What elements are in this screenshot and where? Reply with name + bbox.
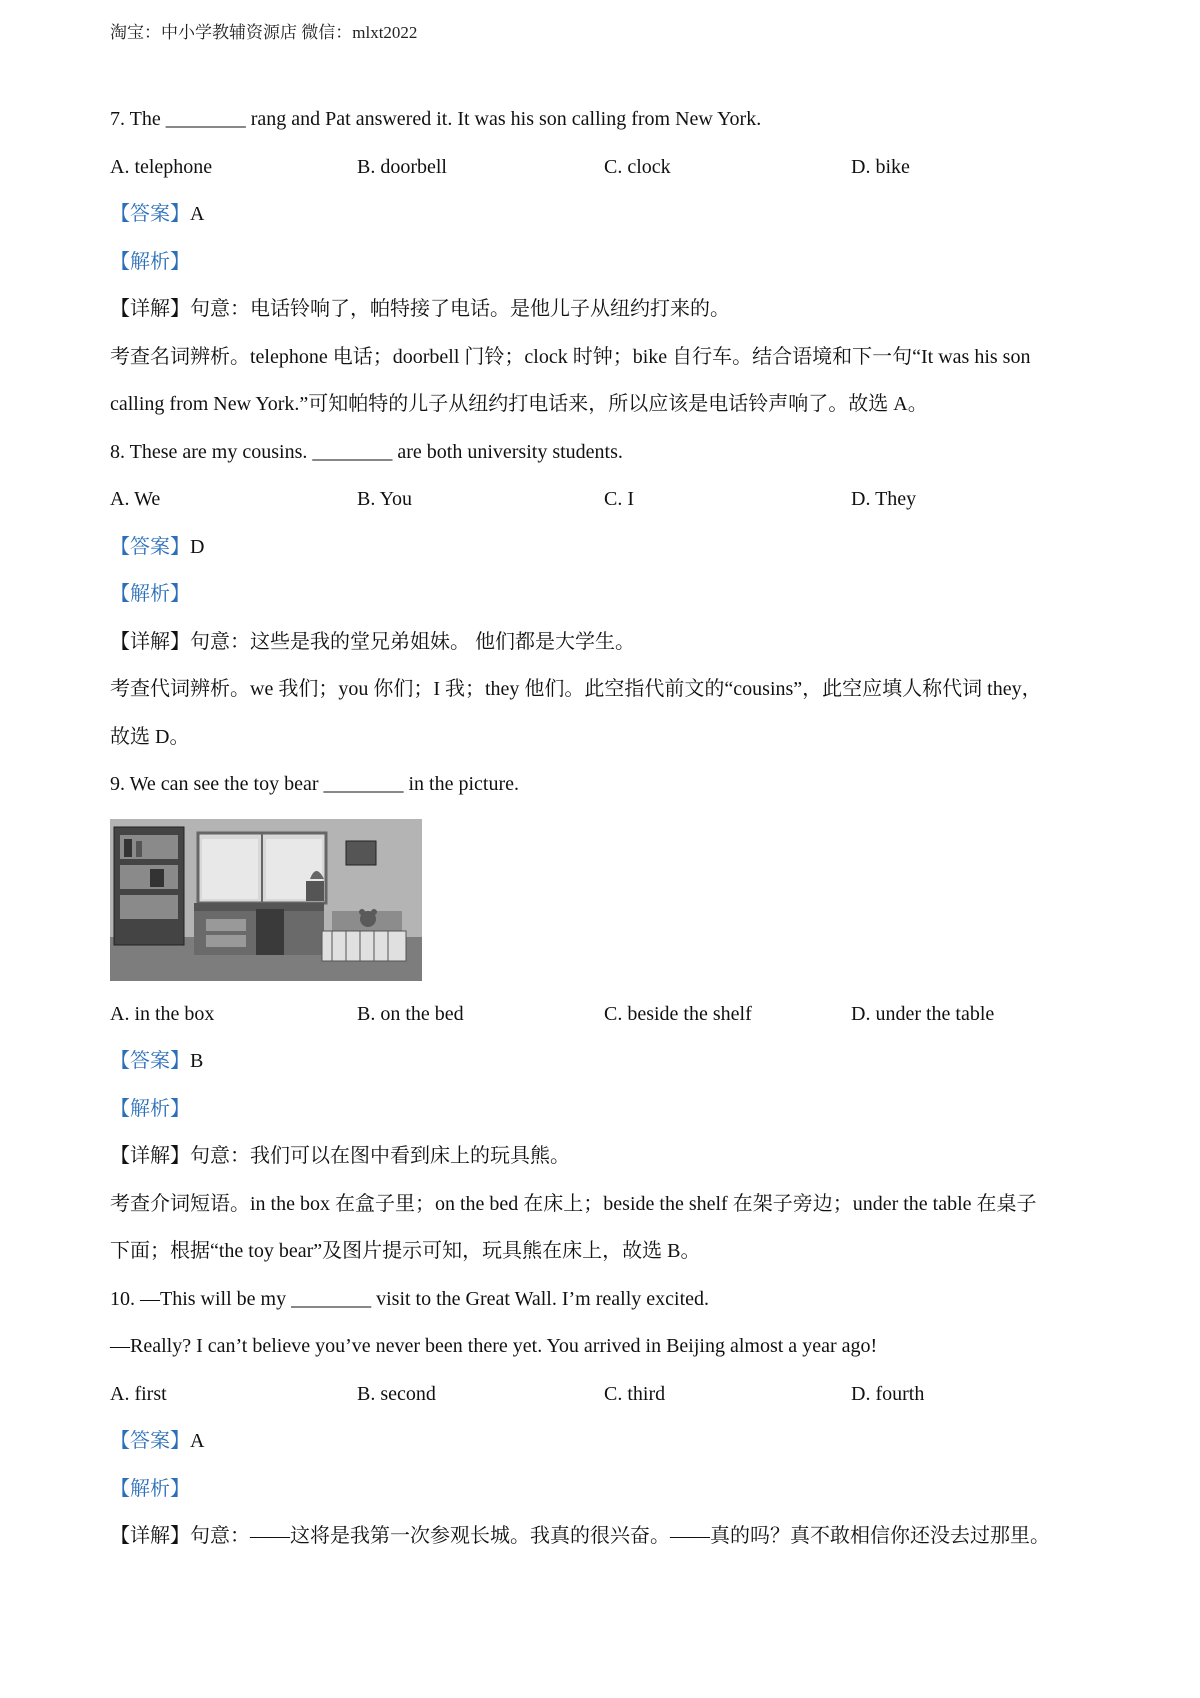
option-a: A. first	[110, 1382, 167, 1405]
explanation-line: 考查名词辨析。telephone 电话；doorbell 门铃；clock 时钟；bike 自行车。结合语境和下一句“It was his son	[110, 345, 1031, 368]
answer-value: A	[190, 1430, 205, 1452]
option-c: C. clock	[604, 155, 671, 178]
option-c: C. third	[604, 1382, 666, 1405]
page-header: 淘宝：中小学教辅资源店 微信：mlxt2022	[110, 23, 418, 42]
question-stem: 8. These are my cousins. ________ are both university students.	[110, 440, 623, 463]
answer-line	[110, 524, 1100, 572]
option-d: D. fourth	[851, 1382, 925, 1405]
explanation-line: 下面；根据“the toy bear”及图片提示可知，玩具熊在床上，故选 B。	[110, 1240, 701, 1262]
explanation-line: 考查介词短语。in the box 在盒子里；on the bed 在床上；beside the shelf 在架子旁边；under the table 在桌子	[110, 1192, 1037, 1215]
answer-label: 【答案】	[110, 535, 190, 558]
question-stem: 10. —This will be my ________ visit to the Great Wall. I’m really excited.	[110, 1287, 710, 1310]
answer-value: D	[190, 535, 205, 558]
analysis-label: 【解析】	[110, 1477, 190, 1500]
option-a: A. We	[110, 488, 161, 510]
option-c: C. I	[604, 488, 634, 510]
answer-line	[110, 1418, 1100, 1466]
explanation-line: 故选 D。	[110, 725, 190, 748]
option-b: B. second	[357, 1382, 436, 1405]
question-stem: 9. We can see the toy bear ________ in the picture.	[110, 773, 520, 795]
answer-label: 【答案】	[110, 1430, 190, 1452]
room-picture	[110, 819, 422, 981]
analysis-label: 【解析】	[110, 583, 190, 605]
explanation-line: 考查代词辨析。we 我们；you 你们；I 我；they 他们。此空指代前文的“cousins”，此空应填人称代词 they，	[110, 678, 1042, 700]
option-b: B. on the bed	[357, 1002, 464, 1025]
detail-line: 【详解】句意：电话铃响了，帕特接了电话。是他儿子从纽约打来的。	[110, 298, 730, 320]
option-c: C. beside the shelf	[604, 1002, 752, 1025]
option-a: A. in the box	[110, 1002, 215, 1025]
options-row	[110, 1371, 1100, 1419]
picture-block	[110, 819, 1100, 991]
option-d: D. under the table	[851, 1002, 995, 1025]
options-row	[110, 991, 1100, 1039]
question-stem-reply: —Really? I can’t believe you’ve never been there yet. You arrived in Beijing almost a year ago!	[110, 1335, 878, 1357]
answer-value: B	[190, 1050, 204, 1072]
question-stem: 7. The ________ rang and Pat answered it. It was his son calling from New York.	[110, 108, 762, 130]
analysis-label: 【解析】	[110, 1097, 190, 1120]
option-d: D. bike	[851, 155, 910, 178]
option-b: B. You	[357, 488, 413, 510]
detail-line: 【详解】句意：——这将是我第一次参观长城。我真的很兴奋。——真的吗？真不敢相信你还没去过那里。	[110, 1525, 1050, 1547]
answer-value: A	[190, 203, 205, 225]
explanation-line: calling from New York.”可知帕特的儿子从纽约打电话来，所以应该是电话铃声响了。故选 A。	[110, 393, 928, 415]
detail-line: 【详解】句意：我们可以在图中看到床上的玩具熊。	[110, 1145, 570, 1167]
analysis-label: 【解析】	[110, 250, 190, 273]
options-row	[110, 476, 1100, 524]
document-body	[110, 96, 1100, 1561]
answer-label: 【答案】	[110, 203, 190, 225]
answer-line	[110, 191, 1100, 239]
option-b: B. doorbell	[357, 155, 447, 178]
detail-line: 【详解】句意：这些是我的堂兄弟姐妹。 他们都是大学生。	[110, 630, 635, 653]
option-a: A. telephone	[110, 155, 213, 178]
answer-line	[110, 1038, 1100, 1086]
option-d: D. They	[851, 488, 917, 510]
answer-label: 【答案】	[110, 1050, 190, 1072]
options-row	[110, 144, 1100, 192]
